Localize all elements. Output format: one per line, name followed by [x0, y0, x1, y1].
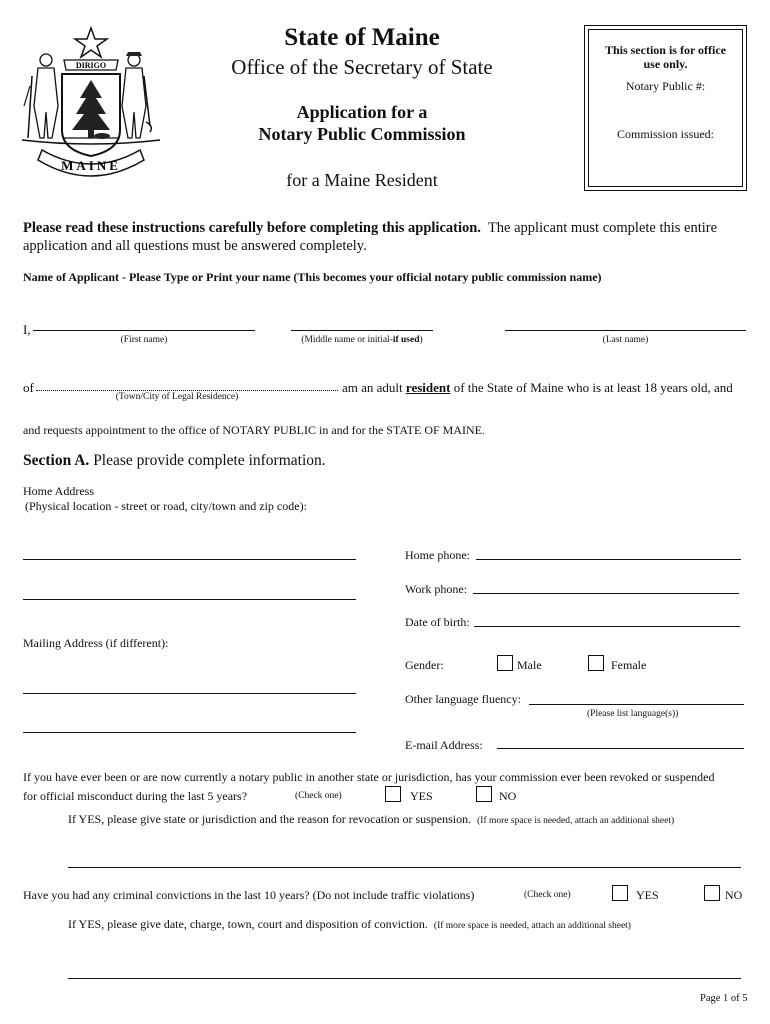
physical-location-label: (Physical location - street or road, city/town and zip code): — [25, 499, 307, 513]
instructions-line2: application and all questions must be answered completely. — [23, 238, 367, 254]
resident-statement: am an adult resident of the State of Maine who is at least 18 years old, and — [342, 380, 733, 395]
q1-line2: for official misconduct during the last 5 years? — [23, 789, 248, 803]
work-phone-label: Work phone: — [405, 582, 468, 596]
home-phone-field[interactable] — [476, 559, 741, 560]
seal-banner-text: MAINE — [61, 158, 121, 173]
gender-female-checkbox[interactable] — [588, 655, 604, 671]
doc-title-office: Office of the Secretary of State — [231, 55, 493, 79]
q1-no-label: NO — [499, 789, 517, 803]
page-number: Page 1 of 5 — [700, 993, 748, 1004]
notary-number-label: Notary Public #: — [625, 79, 706, 93]
seal-motto: DIRIGO — [75, 61, 107, 70]
mailing-address-line-1[interactable] — [23, 693, 356, 694]
dob-label: Date of birth: — [405, 615, 470, 629]
email-label: E-mail Address: — [405, 738, 483, 752]
resident-subtitle: for a Maine Resident — [286, 170, 438, 190]
q2-no-checkbox[interactable] — [704, 885, 720, 901]
app-title-line2: Notary Public Commission — [258, 124, 466, 144]
q1-line1: If you have ever been or are now currently a notary public in another state or jurisdiction, has your commission ever been revoked or suspended — [23, 770, 715, 784]
list-language-caption: (Please list language(s)) — [587, 709, 679, 719]
other-language-label: Other language fluency: — [405, 692, 521, 706]
gender-label: Gender: — [405, 658, 444, 672]
q1-yes-label: YES — [410, 789, 433, 803]
i-label: I, — [23, 322, 31, 337]
of-label: of — [23, 380, 34, 395]
dob-field[interactable] — [474, 626, 740, 627]
q1-followup: If YES, please give state or jurisdiction and the reason for revocation or suspension. (If more space is needed, attach an additional sheet) — [68, 812, 675, 826]
seal-star-icon — [75, 28, 107, 57]
q2-no-label: NO — [725, 888, 743, 902]
town-city-field[interactable] — [36, 390, 338, 391]
gender-male-checkbox[interactable] — [497, 655, 513, 671]
q1-yes-checkbox[interactable] — [385, 786, 401, 802]
mailing-address-label: Mailing Address (if different): — [23, 636, 169, 650]
mailing-address-line-2[interactable] — [23, 732, 356, 733]
office-use-line1: This section is for office — [604, 43, 727, 57]
home-address-line-2[interactable] — [23, 599, 356, 600]
q1-no-checkbox[interactable] — [476, 786, 492, 802]
appointment-request: and requests appointment to the office of NOTARY PUBLIC in and for the STATE OF MAINE. — [23, 423, 486, 437]
commission-issued-label: Commission issued: — [616, 127, 714, 141]
q1-explanation-field[interactable] — [68, 867, 741, 868]
doc-title-state: State of Maine — [284, 24, 440, 51]
app-title-line1: Application for a — [296, 102, 428, 122]
q2-question: Have you had any criminal convictions in the last 10 years? (Do not include traffic violations) — [23, 888, 475, 902]
other-language-field[interactable] — [529, 704, 744, 705]
middle-name-caption: (Middle name or initial-if used) — [301, 335, 423, 345]
first-name-caption: (First name) — [120, 335, 168, 345]
last-name-field[interactable] — [505, 330, 746, 331]
instructions-rest: The applicant must complete this entire — [487, 220, 718, 236]
gender-female-label: Female — [611, 658, 647, 672]
town-city-caption: (Town/City of Legal Residence) — [115, 392, 239, 402]
gender-male-label: Male — [517, 658, 542, 672]
instructions-line1 — [23, 220, 717, 237]
q2-explanation-field[interactable] — [68, 978, 741, 979]
last-name-caption: (Last name) — [602, 335, 649, 345]
home-address-line-1[interactable] — [23, 559, 356, 560]
name-section-heading: Name of Applicant - Please Type or Print your name (This becomes your official notary public commission name) — [23, 270, 602, 284]
instructions-bold: Please read these instructions carefully before completing this application. — [23, 220, 481, 236]
q2-followup: If YES, please give date, charge, town, court and disposition of conviction. (If more space is needed, attach an additional sheet) — [68, 917, 631, 931]
state-seal — [20, 26, 162, 182]
first-name-field[interactable] — [33, 330, 255, 331]
middle-name-field[interactable] — [291, 330, 433, 331]
email-field[interactable] — [497, 748, 744, 749]
q2-check-one: (Check one) — [524, 890, 571, 900]
office-use-line2: use only. — [643, 57, 688, 71]
section-a-title: Section A. Please provide complete information. — [23, 452, 326, 469]
work-phone-field[interactable] — [473, 593, 739, 594]
home-address-label: Home Address — [23, 484, 94, 498]
q2-yes-checkbox[interactable] — [612, 885, 628, 901]
home-phone-label: Home phone: — [405, 548, 470, 562]
q2-yes-label: YES — [636, 888, 659, 902]
q1-check-one: (Check one) — [295, 791, 342, 801]
